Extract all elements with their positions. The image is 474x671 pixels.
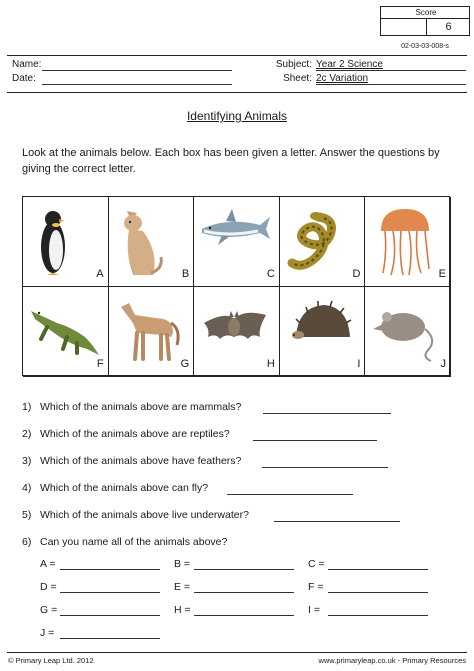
name-field[interactable] (42, 70, 232, 71)
name-label-e: E = (174, 581, 191, 593)
score-box (380, 6, 470, 36)
hedgehog-icon (284, 293, 361, 371)
name-answer-a[interactable] (60, 569, 160, 570)
sheet-line (316, 84, 466, 85)
animal-cell-h (194, 287, 280, 377)
question-4-text: Which of the animals above can fly? (40, 482, 209, 494)
subject-value: Year 2 Science (316, 59, 383, 70)
question-4-number: 4) (22, 482, 32, 494)
name-label-c: C = (308, 558, 325, 570)
question-4-answer[interactable] (227, 494, 353, 495)
name-answer-j[interactable] (60, 638, 160, 639)
name-answer-b[interactable] (194, 569, 294, 570)
name-answer-c[interactable] (328, 569, 428, 570)
name-answer-h[interactable] (194, 615, 294, 616)
question-3-answer[interactable] (262, 467, 388, 468)
animal-cell-f (23, 287, 109, 377)
score-value: 6 (426, 18, 470, 36)
animal-cell-a (23, 197, 109, 287)
animal-letter: A (96, 268, 104, 280)
worksheet-code: 02-03-03-008-s (401, 43, 449, 50)
shark-icon (198, 203, 272, 281)
question-2-answer[interactable] (253, 440, 377, 441)
penguin-icon (27, 203, 104, 281)
question-5-number: 5) (22, 509, 32, 521)
question-1-answer[interactable] (263, 413, 391, 414)
footer-website: www.primaryleap.co.uk - Primary Resources (318, 656, 466, 665)
animal-letter: I (357, 358, 361, 370)
crocodile-icon (27, 293, 101, 371)
animal-cell-b (109, 197, 195, 287)
name-label-d: D = (40, 581, 57, 593)
animal-letter: E (438, 268, 446, 280)
question-6-text: Can you name all of the animals above? (40, 536, 228, 548)
question-1-number: 1) (22, 401, 32, 413)
name-answer-f[interactable] (328, 592, 428, 593)
score-blank-cell (381, 18, 426, 36)
question-5-text: Which of the animals above live underwater? (40, 509, 249, 521)
animal-letter: F (96, 358, 104, 370)
horse-icon (113, 293, 187, 371)
footer-copyright: © Primary Leap Ltd. 2012 (8, 656, 94, 665)
date-label: Date: (12, 73, 36, 84)
question-2-number: 2) (22, 428, 32, 440)
animal-letter: B (181, 268, 190, 280)
header-top-rule (7, 55, 467, 56)
cat-icon (113, 203, 190, 281)
animal-letter: H (266, 358, 275, 370)
name-answer-d[interactable] (60, 592, 160, 593)
animal-cell-j (365, 287, 451, 377)
name-answer-i[interactable] (328, 615, 428, 616)
question-3-number: 3) (22, 455, 32, 467)
name-answer-g[interactable] (60, 615, 160, 616)
footer-rule (7, 652, 467, 653)
animal-grid (22, 196, 450, 376)
animal-letter: D (352, 268, 361, 280)
header-bottom-rule (7, 92, 467, 93)
name-label-f: F = (308, 581, 324, 593)
page-title: Identifying Animals (186, 109, 288, 123)
name-label-a: A = (40, 558, 56, 570)
jellyfish-icon (369, 203, 443, 281)
question-6-number: 6) (22, 536, 32, 548)
snake-icon (284, 203, 361, 281)
name-label-b: B = (174, 558, 191, 570)
animal-cell-i (280, 287, 366, 377)
bat-icon (198, 293, 272, 371)
subject-label: Subject: (275, 59, 312, 70)
question-3-text: Which of the animals above have feathers? (40, 455, 242, 467)
name-label-g: G = (40, 604, 58, 616)
subject-line (316, 70, 466, 71)
name-label: Name: (12, 59, 42, 70)
question-1-text: Which of the animals above are mammals? (40, 401, 242, 413)
score-label: Score (415, 8, 437, 17)
mouse-icon (369, 293, 443, 371)
animal-letter: C (266, 268, 275, 280)
name-answer-e[interactable] (194, 592, 294, 593)
name-label-j: J = (40, 627, 55, 639)
name-label-i: I = (308, 604, 320, 616)
animal-cell-c (194, 197, 280, 287)
date-field[interactable] (42, 84, 232, 85)
animal-cell-g (109, 287, 195, 377)
animal-cell-e (365, 197, 451, 287)
instructions: Look at the animals below. Each box has been given a letter. Answer the questions by giving the correct letter. (22, 147, 440, 175)
animal-letter: J (440, 358, 446, 370)
animal-cell-d (280, 197, 366, 287)
name-label-h: H = (174, 604, 191, 616)
sheet-label: Sheet: (283, 73, 312, 84)
question-2-text: Which of the animals above are reptiles? (40, 428, 230, 440)
animal-letter: G (180, 358, 190, 370)
question-5-answer[interactable] (274, 521, 400, 522)
sheet-value: 2c Variation (316, 73, 369, 84)
